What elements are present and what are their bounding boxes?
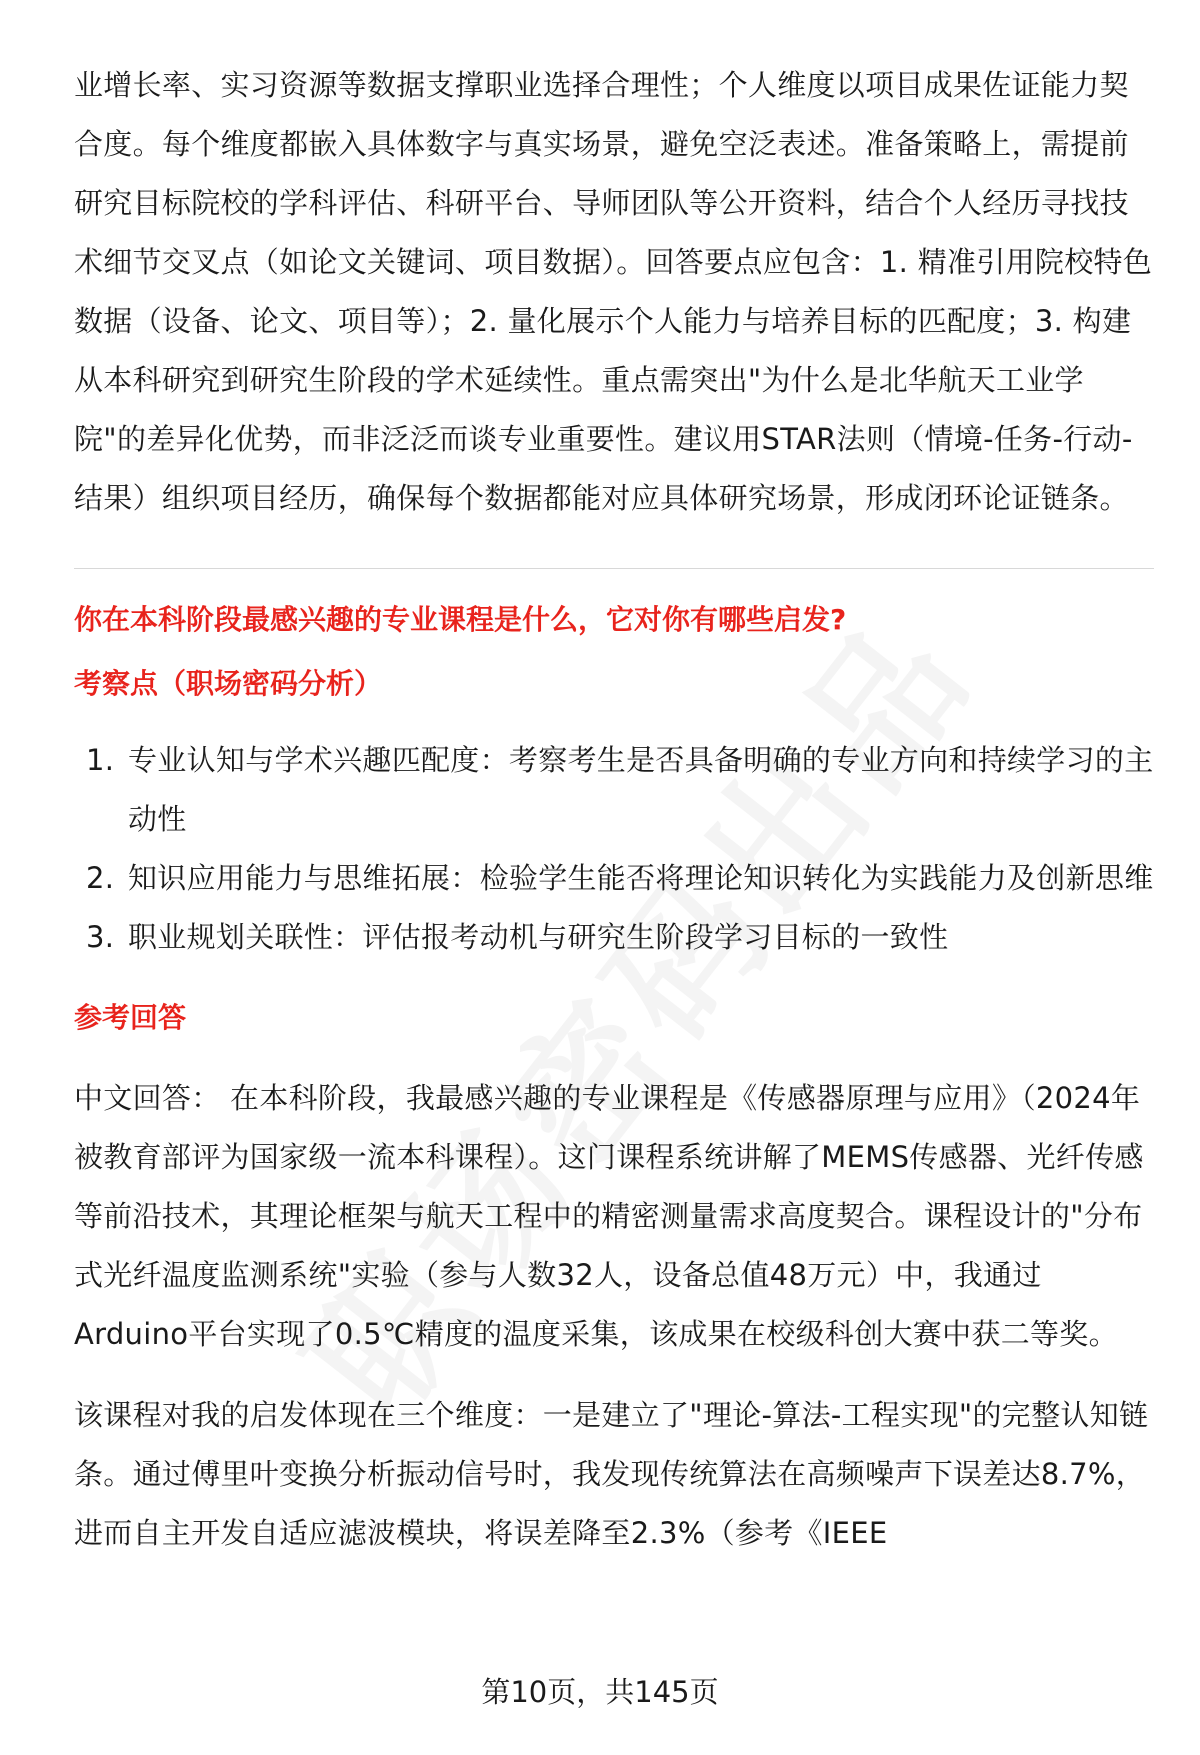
list-item <box>74 908 1154 967</box>
exam-points-title: 考察点（职场密码分析） <box>74 667 383 700</box>
list-item <box>74 731 1154 849</box>
list-item-text: 专业认知与学术兴趣匹配度：考察考生是否具备明确的专业方向和持续学习的主动性 <box>128 743 1154 836</box>
list-item-number: 2. <box>86 861 115 895</box>
list-item-number: 1. <box>86 743 115 777</box>
exam-points-list <box>74 731 1154 967</box>
reference-answer-body <box>74 1069 1154 1563</box>
page-footer <box>0 1672 1200 1712</box>
interview-question: 你在本科阶段最感兴趣的专业课程是什么，它对你有哪些启发? <box>74 603 847 636</box>
document-page <box>74 56 1154 1563</box>
list-item <box>74 849 1154 908</box>
list-item-number: 3. <box>86 920 115 954</box>
section-divider <box>74 568 1154 569</box>
list-item-text: 职业规划关联性：评估报考动机与研究生阶段学习目标的一致性 <box>128 920 949 954</box>
answer-paragraph-2: 该课程对我的启发体现在三个维度：一是建立了"理论-算法-工程实现"的完整认知链条。通过傅里叶变换分析振动信号时，我发现传统算法在高频噪声下误差达8.7%，进而自主开发自适应滤波模块，将误差降至2.3%（参考《IEEE <box>74 1398 1149 1550</box>
list-item-text: 知识应用能力与思维拓展：检验学生能否将理论知识转化为实践能力及创新思维 <box>128 861 1154 895</box>
page-number: 第10页，共145页 <box>481 1675 719 1709</box>
answer-paragraph-1: 中文回答： 在本科阶段，我最感兴趣的专业课程是《传感器原理与应用》（2024年被教育部评为国家级一流本科课程）。这门课程系统讲解了MEMS传感器、光纤传感等前沿技术，其理论框架与航天工程中的精密测量需求高度契合。课程设计的"分布式光纤温度监测系统"实验（参与人数32人，设备总值48万元）中，我通过Arduino平台实现了0.5℃精度的温度采集，该成果在校级科创大赛中获二等奖。 <box>74 1081 1144 1351</box>
intro-paragraph: 业增长率、实习资源等数据支撑职业选择合理性；个人维度以项目成果佐证能力契合度。每个维度都嵌入具体数字与真实场景，避免空泛表述。准备策略上，需提前研究目标院校的学科评估、科研平台、导师团队等公开资料，结合个人经历寻找技术细节交叉点（如论文关键词、项目数据）。回答要点应包含：1. 精准引用院校特色数据（设备、论文、项目等）；2. 量化展示个人能力与培养目标的匹配度；3. 构建从本科研究到研究生阶段的学术延续性。重点需突出"为什么是北华航天工业学院"的差异化优势，而非泛泛而谈专业重要性。建议用STAR法则（情境-任务-行动-结果）组织项目经历，确保每个数据都能对应具体研究场景，形成闭环论证链条。 <box>74 68 1153 515</box>
reference-answer-title: 参考回答 <box>74 1001 187 1034</box>
